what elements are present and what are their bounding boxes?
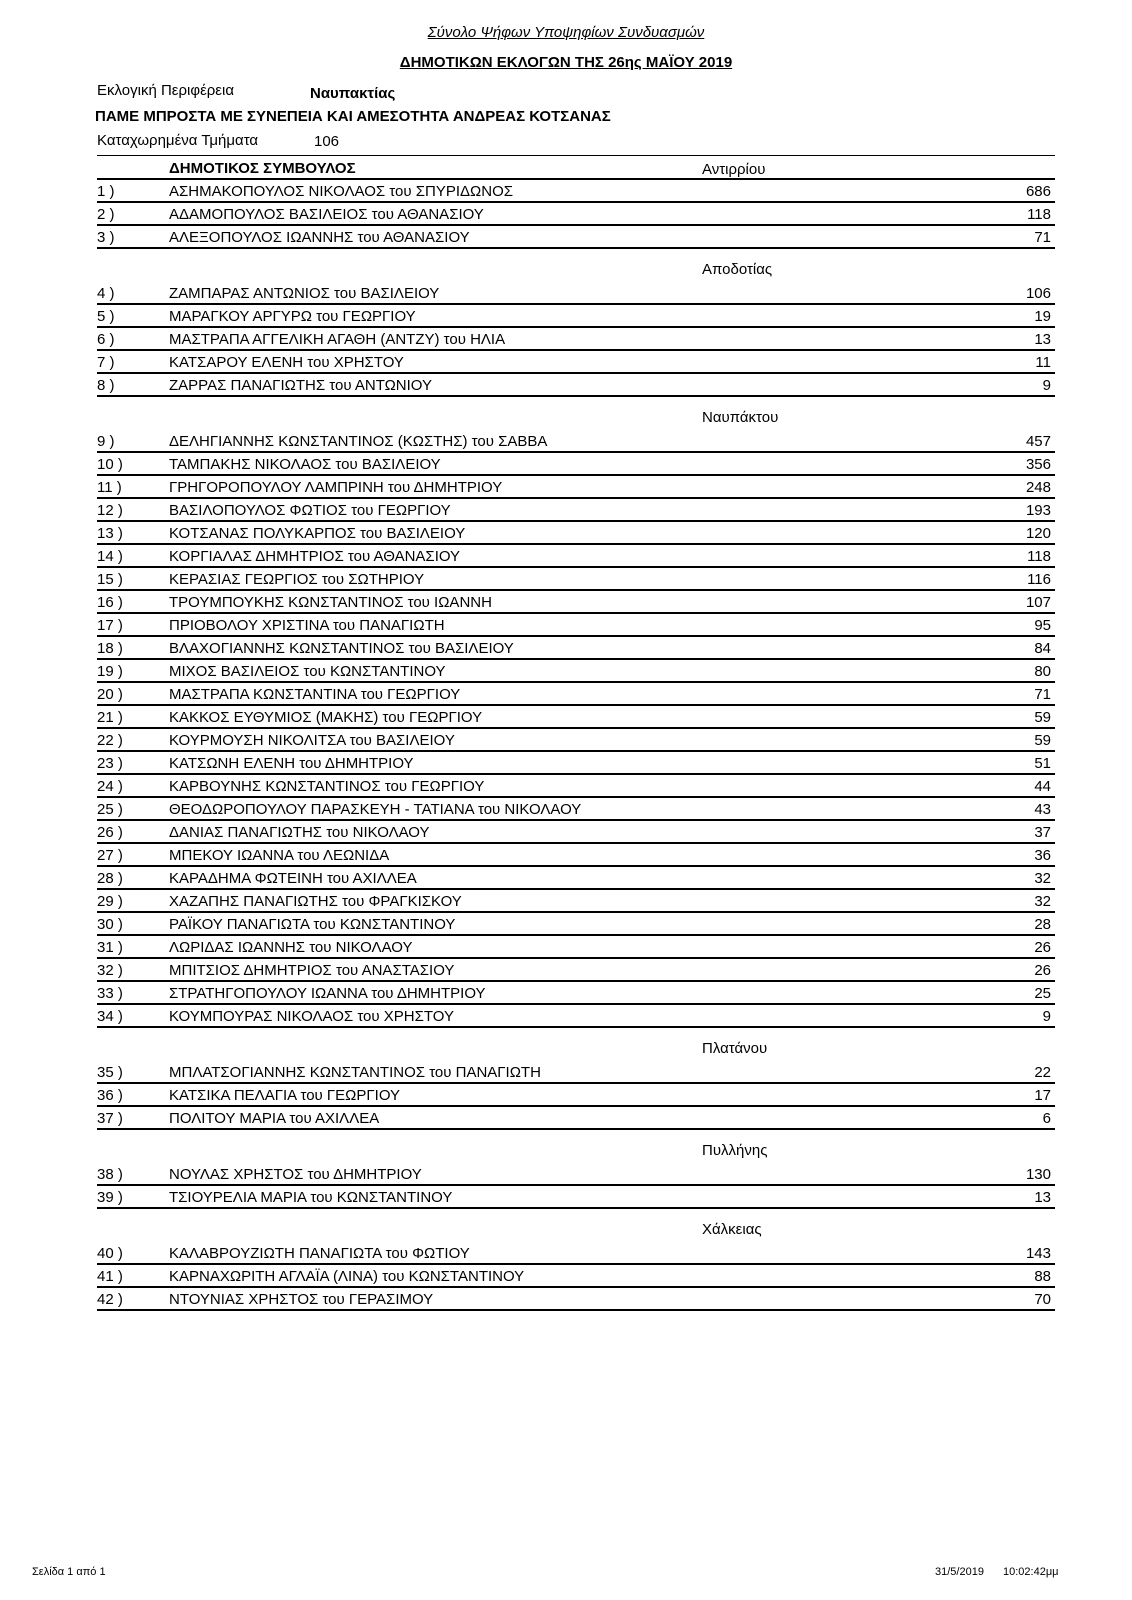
candidate-name: ΠΟΛΙΤΟΥ ΜΑΡΙΑ του ΑΧΙΛΛΕΑ [169, 1110, 380, 1127]
vote-count: 37 [1034, 824, 1051, 841]
candidate-name: ΜΠΕΚΟΥ ΙΩΑΝΝΑ του ΛΕΩΝΙΔΑ [169, 847, 390, 864]
table-row [97, 661, 1055, 683]
table-row [97, 845, 1055, 867]
vote-count: 143 [1025, 1245, 1051, 1262]
area-heading [97, 1130, 1055, 1163]
sections-label: Καταχωρημένα Τμήματα [97, 132, 259, 149]
candidate-name: ΓΡΗΓΟΡΟΠΟΥΛΟΥ ΛΑΜΠΡΙΝΗ του ΔΗΜΗΤΡΙΟΥ [169, 479, 503, 496]
vote-count: 6 [1042, 1110, 1051, 1127]
table-row [97, 1266, 1055, 1288]
vote-count: 71 [1034, 229, 1051, 246]
report-title: Σύνολο Ψήφων Υποψηφίων Συνδυασμών [427, 24, 705, 41]
table-row [97, 1006, 1055, 1028]
table-row [97, 500, 1055, 522]
candidate-name: ΣΤΡΑΤΗΓΟΠΟΥΛΟΥ ΙΩΑΝΝΑ του ΔΗΜΗΤΡΙΟΥ [169, 985, 486, 1002]
area-label: Χάλκειας [702, 1221, 762, 1238]
row-number: 39 ) [97, 1189, 123, 1206]
row-number: 33 ) [97, 985, 123, 1002]
table-row [97, 822, 1055, 844]
table-row [97, 352, 1055, 374]
row-number: 34 ) [97, 1008, 123, 1025]
vote-count: 51 [1034, 755, 1051, 772]
vote-count: 84 [1034, 640, 1051, 657]
vote-count: 44 [1034, 778, 1051, 795]
row-number: 19 ) [97, 663, 123, 680]
table-row [97, 329, 1055, 351]
row-number: 30 ) [97, 916, 123, 933]
table-row [97, 707, 1055, 729]
row-number: 35 ) [97, 1064, 123, 1081]
vote-count: 36 [1034, 847, 1051, 864]
table-row [97, 753, 1055, 775]
vote-count: 71 [1034, 686, 1051, 703]
row-number: 1 ) [97, 183, 115, 200]
candidate-name: ΚΟΥΡΜΟΥΣΗ ΝΙΚΟΛΙΤΣΑ του ΒΑΣΙΛΕΙΟΥ [169, 732, 455, 749]
row-number: 10 ) [97, 456, 123, 473]
vote-count: 107 [1025, 594, 1051, 611]
report-subtitle: ΔΗΜΟΤΙΚΩΝ ΕΚΛΟΓΩΝ ΤΗΣ 26ης ΜΑΪΟΥ 2019 [399, 54, 733, 71]
row-number: 7 ) [97, 354, 115, 371]
vote-count: 457 [1025, 433, 1051, 450]
table-row [97, 227, 1055, 249]
district-value: Ναυπακτίας [310, 85, 396, 102]
candidate-name: ΜΑΡΑΓΚΟΥ ΑΡΓΥΡΩ του ΓΕΩΡΓΙΟΥ [169, 308, 416, 325]
vote-count: 32 [1034, 893, 1051, 910]
table-row [97, 937, 1055, 959]
candidate-name: ΚΕΡΑΣΙΑΣ ΓΕΩΡΓΙΟΣ του ΣΩΤΗΡΙΟΥ [169, 571, 425, 588]
table-row [97, 730, 1055, 752]
row-number: 24 ) [97, 778, 123, 795]
table-row [97, 799, 1055, 821]
vote-count: 9 [1042, 377, 1051, 394]
table-row [97, 181, 1055, 203]
row-number: 36 ) [97, 1087, 123, 1104]
vote-count: 106 [1025, 285, 1051, 302]
area-label: Ναυπάκτου [702, 409, 779, 426]
row-number: 29 ) [97, 893, 123, 910]
candidate-name: ΔΑΝΙΑΣ ΠΑΝΑΓΙΩΤΗΣ του ΝΙΚΟΛΑΟΥ [169, 824, 430, 841]
district-label: Εκλογική Περιφέρεια [97, 82, 234, 99]
candidate-name: ΤΑΜΠΑΚΗΣ ΝΙΚΟΛΑΟΣ του ΒΑΣΙΛΕΙΟΥ [169, 456, 441, 473]
table-row [97, 1187, 1055, 1209]
table-header-row [97, 155, 1055, 180]
candidate-name: ΚΑΤΣΑΡΟΥ ΕΛΕΝΗ του ΧΡΗΣΤΟΥ [169, 354, 404, 371]
candidates-table [97, 155, 1055, 1311]
table-row [97, 431, 1055, 453]
candidate-name: ΑΔΑΜΟΠΟΥΛΟΣ ΒΑΣΙΛΕΙΟΣ του ΑΘΑΝΑΣΙΟΥ [169, 206, 484, 223]
row-number: 5 ) [97, 308, 115, 325]
vote-count: 118 [1027, 206, 1051, 223]
candidate-name: ΚΟΡΓΙΑΛΑΣ ΔΗΜΗΤΡΙΟΣ του ΑΘΑΝΑΣΙΟΥ [169, 548, 461, 565]
area-heading [97, 249, 1055, 282]
candidate-name: ΒΛΑΧΟΓΙΑΝΝΗΣ ΚΩΝΣΤΑΝΤΙΝΟΣ του ΒΑΣΙΛΕΙΟΥ [169, 640, 514, 657]
table-row [97, 891, 1055, 913]
row-number: 21 ) [97, 709, 123, 726]
row-number: 15 ) [97, 571, 123, 588]
candidate-name: ΘΕΟΔΩΡΟΠΟΥΛΟΥ ΠΑΡΑΣΚΕΥΗ - ΤΑΤΙΑΝΑ του ΝΙΚΟΛΑΟΥ [169, 801, 582, 818]
table-row [97, 454, 1055, 476]
table-row [97, 776, 1055, 798]
vote-count: 13 [1034, 331, 1051, 348]
table-row [97, 1108, 1055, 1130]
vote-count: 193 [1025, 502, 1051, 519]
row-number: 16 ) [97, 594, 123, 611]
table-row [97, 375, 1055, 397]
candidate-name: ΤΣΙΟΥΡΕΛΙΑ ΜΑΡΙΑ του ΚΩΝΣΤΑΝΤΙΝΟΥ [169, 1189, 453, 1206]
row-number: 22 ) [97, 732, 123, 749]
row-number: 17 ) [97, 617, 123, 634]
row-number: 18 ) [97, 640, 123, 657]
sections-value: 106 [314, 133, 340, 150]
row-number: 28 ) [97, 870, 123, 887]
table-row [97, 569, 1055, 591]
table-row [97, 1243, 1055, 1265]
candidate-name: ΚΟΥΜΠΟΥΡΑΣ ΝΙΚΟΛΑΟΣ του ΧΡΗΣΤΟΥ [169, 1008, 454, 1025]
vote-count: 25 [1034, 985, 1051, 1002]
row-number: 38 ) [97, 1166, 123, 1183]
vote-count: 13 [1034, 1189, 1051, 1206]
table-row [97, 1164, 1055, 1186]
area-label: Πλατάνου [702, 1040, 768, 1057]
vote-count: 28 [1034, 916, 1051, 933]
area-label: Πυλλήνης [702, 1142, 768, 1159]
row-number: 2 ) [97, 206, 115, 223]
row-number: 20 ) [97, 686, 123, 703]
row-number: 25 ) [97, 801, 123, 818]
row-number: 32 ) [97, 962, 123, 979]
row-number: 3 ) [97, 229, 115, 246]
row-number: 23 ) [97, 755, 123, 772]
row-number: 41 ) [97, 1268, 123, 1285]
table-row [97, 204, 1055, 226]
candidate-name: ΜΑΣΤΡΑΠΑ ΑΓΓΕΛΙΚΗ ΑΓΑΘΗ (ΑΝΤΖΥ) του ΗΛΙΑ [169, 331, 506, 348]
vote-count: 120 [1025, 525, 1051, 542]
candidate-name: ΖΑΜΠΑΡΑΣ ΑΝΤΩΝΙΟΣ του ΒΑΣΙΛΕΙΟΥ [169, 285, 440, 302]
table-row [97, 523, 1055, 545]
row-number: 4 ) [97, 285, 115, 302]
row-number: 9 ) [97, 433, 115, 450]
table-row [97, 1062, 1055, 1084]
footer-time: 10:02:42μμ [1003, 1566, 1059, 1578]
row-number: 8 ) [97, 377, 115, 394]
table-row [97, 306, 1055, 328]
table-row [97, 983, 1055, 1005]
table-row [97, 684, 1055, 706]
footer-date: 31/5/2019 [935, 1566, 984, 1578]
vote-count: 95 [1034, 617, 1051, 634]
table-row [97, 592, 1055, 614]
candidate-name: ΜΑΣΤΡΑΠΑ ΚΩΝΣΤΑΝΤΙΝΑ του ΓΕΩΡΓΙΟΥ [169, 686, 461, 703]
vote-count: 9 [1042, 1008, 1051, 1025]
area-label: Αποδοτίας [702, 261, 773, 278]
candidate-name: ΚΑΚΚΟΣ ΕΥΘΥΜΙΟΣ (ΜΑΚΗΣ) του ΓΕΩΡΓΙΟΥ [169, 709, 483, 726]
table-row [97, 1085, 1055, 1107]
vote-count: 11 [1035, 354, 1051, 371]
candidate-name: ΚΟΤΣΑΝΑΣ ΠΟΛΥΚΑΡΠΟΣ του ΒΑΣΙΛΕΙΟΥ [169, 525, 466, 542]
table-row [97, 914, 1055, 936]
area-heading [97, 1028, 1055, 1061]
vote-count: 59 [1034, 709, 1051, 726]
area-heading [97, 1209, 1055, 1242]
vote-count: 19 [1034, 308, 1051, 325]
vote-count: 32 [1034, 870, 1051, 887]
area-heading [97, 397, 1055, 430]
vote-count: 70 [1034, 1291, 1051, 1308]
vote-count: 356 [1025, 456, 1051, 473]
candidate-name: ΑΛΕΞΟΠΟΥΛΟΣ ΙΩΑΝΝΗΣ του ΑΘΑΝΑΣΙΟΥ [169, 229, 470, 246]
candidate-name: ΠΡΙΟΒΟΛΟΥ ΧΡΙΣΤΙΝΑ του ΠΑΝΑΓΙΩΤΗ [169, 617, 445, 634]
vote-count: 130 [1025, 1166, 1051, 1183]
row-number: 13 ) [97, 525, 123, 542]
vote-count: 248 [1025, 479, 1051, 496]
table-row [97, 960, 1055, 982]
row-number: 11 ) [97, 479, 122, 496]
candidate-name: ΚΑΡΝΑΧΩΡΙΤΗ ΑΓΛΑΪΑ (ΛΙΝΑ) του ΚΩΝΣΤΑΝΤΙΝΟΥ [169, 1268, 525, 1285]
candidate-name: ΑΣΗΜΑΚΟΠΟΥΛΟΣ ΝΙΚΟΛΑΟΣ του ΣΠΥΡΙΔΩΝΟΣ [169, 183, 514, 200]
candidate-name: ΝΟΥΛΑΣ ΧΡΗΣΤΟΣ του ΔΗΜΗΤΡΙΟΥ [169, 1166, 422, 1183]
vote-count: 26 [1034, 939, 1051, 956]
vote-count: 43 [1034, 801, 1051, 818]
vote-count: 118 [1027, 548, 1051, 565]
candidate-name: ΤΡΟΥΜΠΟΥΚΗΣ ΚΩΝΣΤΑΝΤΙΝΟΣ του ΙΩΑΝΝΗ [169, 594, 492, 611]
table-row [97, 638, 1055, 660]
party-name: ΠΑΜΕ ΜΠΡΟΣΤΑ ΜΕ ΣΥΝΕΠΕΙΑ ΚΑΙ ΑΜΕΣΟΤΗΤΑ ΑΝΔΡΕΑΣ ΚΟΤΣΑΝΑΣ [95, 108, 611, 125]
candidate-name: ΔΕΛΗΓΙΑΝΝΗΣ ΚΩΝΣΤΑΝΤΙΝΟΣ (ΚΩΣΤΗΣ) του ΣΑΒΒΑ [169, 433, 548, 450]
vote-count: 116 [1027, 571, 1051, 588]
candidate-name: ΚΑΡΑΔΗΜΑ ΦΩΤΕΙΝΗ του ΑΧΙΛΛΕΑ [169, 870, 417, 887]
candidate-name: ΚΑΡΒΟΥΝΗΣ ΚΩΝΣΤΑΝΤΙΝΟΣ του ΓΕΩΡΓΙΟΥ [169, 778, 485, 795]
table-row [97, 1289, 1055, 1311]
table-row [97, 477, 1055, 499]
row-number: 42 ) [97, 1291, 123, 1308]
candidate-name: ΜΠΙΤΣΙΟΣ ΔΗΜΗΤΡΙΟΣ του ΑΝΑΣΤΑΣΙΟΥ [169, 962, 455, 979]
vote-count: 26 [1034, 962, 1051, 979]
row-number: 6 ) [97, 331, 115, 348]
table-row [97, 546, 1055, 568]
table-row [97, 868, 1055, 890]
vote-count: 80 [1034, 663, 1051, 680]
row-number: 14 ) [97, 548, 123, 565]
row-number: 31 ) [97, 939, 123, 956]
area-label: Αντιρρίου [702, 161, 766, 178]
row-number: 27 ) [97, 847, 123, 864]
candidate-name: ΚΑΤΣΩΝΗ ΕΛΕΝΗ του ΔΗΜΗΤΡΙΟΥ [169, 755, 414, 772]
vote-count: 22 [1034, 1064, 1051, 1081]
row-number: 37 ) [97, 1110, 123, 1127]
row-number: 40 ) [97, 1245, 123, 1262]
footer-page: Σελίδα 1 από 1 [32, 1566, 106, 1578]
table-row [97, 615, 1055, 637]
vote-count: 59 [1034, 732, 1051, 749]
row-number: 26 ) [97, 824, 123, 841]
candidate-name: ΡΑΪΚΟΥ ΠΑΝΑΓΙΩΤΑ του ΚΩΝΣΤΑΝΤΙΝΟΥ [169, 916, 456, 933]
candidate-name: ΖΑΡΡΑΣ ΠΑΝΑΓΙΩΤΗΣ του ΑΝΤΩΝΙΟΥ [169, 377, 432, 394]
vote-count: 88 [1034, 1268, 1051, 1285]
row-number: 12 ) [97, 502, 123, 519]
candidate-name: ΧΑΖΑΠΗΣ ΠΑΝΑΓΙΩΤΗΣ του ΦΡΑΓΚΙΣΚΟΥ [169, 893, 462, 910]
candidate-name: ΜΠΛΑΤΣΟΓΙΑΝΝΗΣ ΚΩΝΣΤΑΝΤΙΝΟΣ του ΠΑΝΑΓΙΩΤΗ [169, 1064, 541, 1081]
vote-count: 17 [1034, 1087, 1051, 1104]
candidate-name: ΒΑΣΙΛΟΠΟΥΛΟΣ ΦΩΤΙΟΣ του ΓΕΩΡΓΙΟΥ [169, 502, 451, 519]
candidate-name: ΚΑΛΑΒΡΟΥΖΙΩΤΗ ΠΑΝΑΓΙΩΤΑ του ΦΩΤΙΟΥ [169, 1245, 470, 1262]
column-header: ΔΗΜΟΤΙΚΟΣ ΣΥΜΒΟΥΛΟΣ [169, 160, 356, 177]
candidate-name: ΚΑΤΣΙΚΑ ΠΕΛΑΓΙΑ του ΓΕΩΡΓΙΟΥ [169, 1087, 401, 1104]
candidate-name: ΝΤΟΥΝΙΑΣ ΧΡΗΣΤΟΣ του ΓΕΡΑΣΙΜΟΥ [169, 1291, 434, 1308]
candidate-name: ΛΩΡΙΔΑΣ ΙΩΑΝΝΗΣ του ΝΙΚΟΛΑΟΥ [169, 939, 413, 956]
table-row [97, 283, 1055, 305]
vote-count: 686 [1025, 183, 1051, 200]
candidate-name: ΜΙΧΟΣ ΒΑΣΙΛΕΙΟΣ του ΚΩΝΣΤΑΝΤΙΝΟΥ [169, 663, 446, 680]
